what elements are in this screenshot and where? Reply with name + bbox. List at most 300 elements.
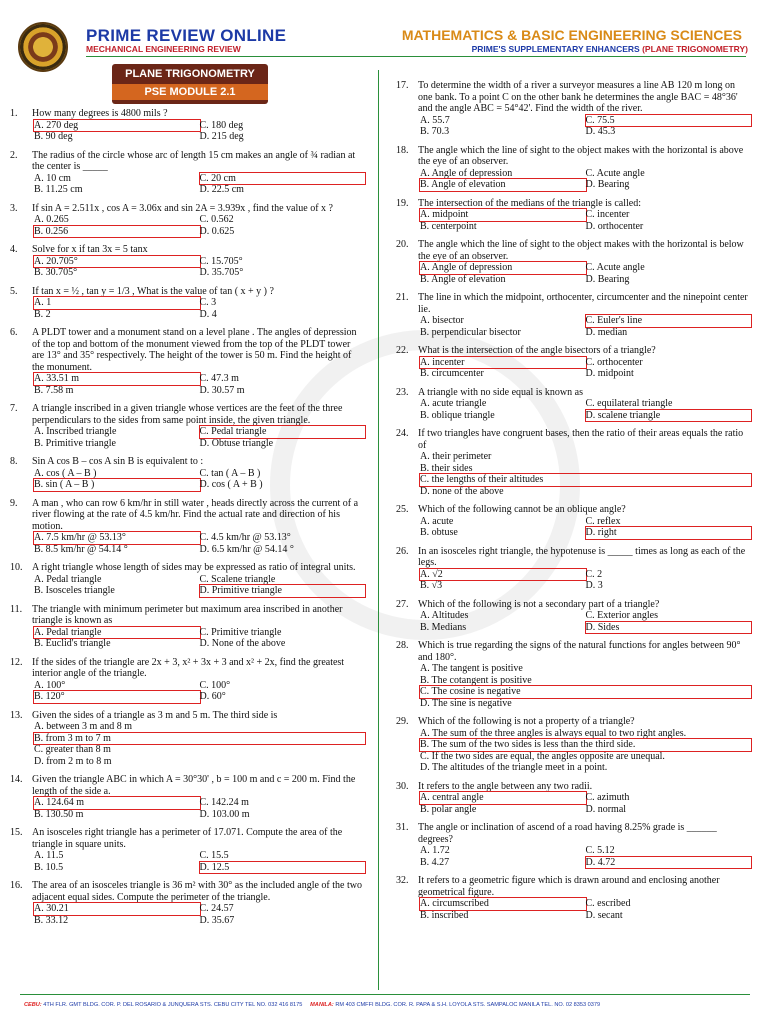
answer-options	[396, 845, 751, 868]
question-header	[396, 292, 751, 315]
question-number: 15.	[10, 827, 23, 838]
question-item	[10, 108, 365, 143]
answer-option: B. their sides	[420, 462, 473, 474]
header-divider	[86, 56, 746, 57]
answer-option: A. circumscribed	[420, 898, 586, 910]
question-header	[10, 827, 365, 850]
answer-option: B. 130.50 m	[34, 808, 84, 820]
answer-option: C. 24.57	[199, 903, 234, 914]
question-header	[396, 428, 751, 451]
answer-option: D. secant	[585, 909, 623, 921]
answer-option: A. The sum of the three angles is always equal to two right angles.	[420, 727, 687, 739]
answer-options	[10, 120, 365, 143]
question-item	[396, 145, 751, 191]
question-item	[10, 286, 365, 321]
question-header	[396, 546, 751, 569]
question-stem: A PLDT tower and a monument stand on a level plane . The angles of depression of the top and bottom of the monument viewed from the top of the PLDT tower are 13° and 35° respectively. The height of the tower is 50 m. Find the height of the monument.	[32, 327, 357, 373]
answer-option: C. Acute angle	[585, 262, 645, 273]
question-number: 8.	[10, 456, 18, 467]
answer-option: A. The tangent is positive	[420, 663, 523, 674]
answer-option: C. Exterior angles	[585, 610, 658, 621]
question-number: 22.	[396, 345, 409, 356]
question-header	[396, 239, 751, 262]
question-header	[396, 599, 751, 611]
answer-option: C. 100°	[199, 679, 231, 691]
question-header	[396, 387, 751, 399]
question-item	[10, 456, 365, 491]
answer-option: C. 47.3 m	[199, 373, 239, 384]
answer-option: D. 4	[199, 308, 217, 320]
answer-option: B. sin ( A – B )	[34, 479, 200, 491]
answer-option: D. 30.57 m	[199, 384, 245, 396]
answer-option: D. from 2 m to 8 m	[34, 755, 112, 767]
answer-options	[10, 680, 365, 703]
answer-options	[396, 792, 751, 815]
question-number: 13.	[10, 709, 23, 721]
answer-options	[10, 373, 365, 396]
answer-options	[10, 797, 365, 820]
question-number: 20.	[396, 239, 409, 250]
department-title: MATHEMATICS & BASIC ENGINEERING SCIENCES	[401, 27, 742, 43]
question-item	[10, 498, 365, 556]
question-stem: What is the intersection of the angle bisectors of a triangle?	[418, 345, 656, 356]
answer-option: B. 30.705°	[34, 267, 78, 278]
question-stem: Which is true regarding the signs of the natural functions for angles between 90° and 180°.	[418, 640, 741, 663]
question-stem: It refers to a geometric figure which is drawn around and enclosing another geometrical figure.	[418, 875, 720, 898]
question-header	[10, 150, 365, 173]
question-number: 24.	[396, 428, 409, 439]
question-item	[10, 244, 365, 279]
answer-option: D. right	[586, 527, 752, 539]
answer-option: D. Bearing	[585, 273, 630, 285]
answer-options	[396, 728, 751, 774]
answer-option: D. 215 deg	[199, 131, 244, 142]
page-footer	[0, 994, 768, 1024]
answer-option: B. Angle of elevation	[420, 179, 586, 191]
question-stem: Given the triangle ABC in which A = 30°30' , b = 100 m and c = 200 m. Find the length of the side a.	[32, 774, 356, 797]
answer-option: B. 90 deg	[34, 131, 73, 142]
answer-option: B. 11.25 cm	[34, 184, 83, 195]
answer-option: C. azimuth	[585, 792, 630, 803]
question-number: 7.	[10, 403, 18, 414]
answer-option: C. escribed	[585, 898, 631, 909]
question-item	[396, 80, 751, 138]
answer-option: A. Altitudes	[420, 610, 469, 621]
answer-option: D. Obtuse triangle	[199, 437, 274, 449]
answer-option: A. acute triangle	[420, 398, 487, 409]
answer-option: D. 3	[585, 580, 603, 591]
answer-option: A. 0.265	[34, 214, 69, 225]
question-header	[10, 562, 365, 574]
answer-option: A. Angle of depression	[420, 167, 513, 179]
answer-option: D. scalene triangle	[586, 410, 752, 422]
question-number: 30.	[396, 780, 409, 792]
answer-option: D. 12.5	[200, 862, 366, 874]
answer-option: C. 3	[199, 297, 217, 308]
answer-options	[396, 516, 751, 539]
question-header	[10, 286, 365, 298]
answer-option: D. median	[585, 326, 628, 338]
answer-option: C. reflex	[585, 515, 621, 527]
question-item	[10, 150, 365, 196]
question-stem: It refers to the angle between any two radii.	[418, 780, 593, 792]
answer-option: D. 4.72	[586, 857, 752, 869]
question-stem: To determine the width of a river a surveyor measures a line AB 120 m long on one bank. To a point C on the other bank he determines the angle BAC = 48°36' and the angle ABC = 54°42'. Find the width of the river.	[418, 80, 738, 114]
question-stem: A man , who can row 6 km/hr in still water , heads directly across the current of a river flowing at the rate of 4.5 km/hr. Find the actual rate and direction of his motion.	[32, 497, 359, 532]
answer-options	[396, 898, 751, 921]
answer-option: D. 60°	[199, 691, 226, 702]
question-header	[10, 327, 365, 373]
answer-option: C. Scalene triangle	[199, 573, 276, 585]
answer-option: A. Pedal triangle	[34, 627, 200, 639]
question-item	[396, 345, 751, 380]
answer-option: B. Medians	[420, 621, 467, 633]
answer-option: B. 7.58 m	[34, 384, 74, 396]
question-stem: Given the sides of a triangle as 3 m and 5 m. The third side is	[32, 709, 278, 721]
answer-option: A. Angle of depression	[420, 262, 586, 274]
answer-option: A. 1.72	[420, 845, 450, 856]
question-item	[10, 880, 365, 926]
answer-option: A. 270 deg	[34, 120, 200, 132]
answer-option: C. orthocenter	[585, 356, 643, 368]
questions-right-column	[396, 80, 751, 928]
question-stem: If tan x = ½ , tan y = 1/3 , What is the value of tan ( x + y ) ?	[32, 285, 274, 297]
answer-option: D. none of the above	[420, 485, 504, 497]
dept-sub-text: PRIME'S SUPPLEMENTARY ENHANCERS	[471, 44, 640, 54]
module-title: PLANE TRIGONOMETRY	[125, 68, 255, 80]
answer-options	[396, 315, 751, 338]
answer-option: D. normal	[585, 803, 627, 815]
question-header	[10, 657, 365, 680]
question-stem: The angle or inclination of ascend of a road having 8.25% grade is ______ degrees?	[418, 822, 717, 845]
answer-options	[396, 209, 751, 232]
answer-option: D. 103.00 m	[199, 808, 250, 820]
question-header	[10, 403, 365, 426]
answer-option: C. the lengths of their altitudes	[420, 474, 751, 486]
brand-title: PRIME REVIEW ONLINE	[86, 26, 287, 45]
question-item	[396, 599, 751, 634]
question-number: 26.	[396, 545, 409, 557]
answer-option: B. The sum of the two sides is less than the third side.	[420, 739, 751, 751]
answer-option: C. 142.24 m	[199, 797, 249, 808]
question-stem: An isosceles right triangle has a perimeter of 17.071. Compute the area of the triangle in square units.	[32, 827, 343, 850]
answer-option: B. inscribed	[420, 909, 469, 921]
question-header	[10, 456, 365, 468]
answer-option: A. 124.64 m	[34, 797, 200, 809]
answer-option: B. polar angle	[420, 803, 477, 815]
question-item	[10, 657, 365, 703]
question-item	[396, 640, 751, 709]
answer-option: B. from 3 m to 7 m	[34, 733, 365, 745]
question-number: 3.	[10, 202, 18, 214]
question-number: 25.	[396, 504, 409, 515]
answer-option: C. Primitive triangle	[199, 626, 282, 638]
question-stem: If the sides of the triangle are 2x + 3, x² + 3x + 3 and x² + 2x, find the greatest interior angle of the triangle.	[32, 656, 345, 679]
question-number: 28.	[396, 640, 409, 651]
answer-option: C. 2	[585, 568, 603, 580]
answer-options	[396, 357, 751, 380]
question-header	[396, 781, 751, 793]
question-header	[396, 875, 751, 898]
answer-option: B. circumcenter	[420, 368, 484, 379]
question-stem: Which of the following cannot be an oblique angle?	[418, 504, 626, 515]
answer-option: D. 35.67	[199, 914, 235, 926]
answer-option: B. Isosceles triangle	[34, 585, 115, 596]
answer-option: C. Acute angle	[585, 167, 645, 179]
answer-option: C. tan ( A – B )	[199, 467, 261, 479]
answer-option: C. 15.5	[199, 850, 229, 861]
question-stem: The area of an isosceles triangle is 36 m² with 30° as the included angle of the two adjacent equal sides. Compute the perimeter of the triangle.	[32, 880, 362, 903]
answer-options	[10, 426, 365, 449]
school-logo	[18, 22, 68, 72]
answer-option: B. 120°	[34, 691, 200, 703]
answer-option: C. equilateral triangle	[585, 398, 673, 409]
question-stem: The angle which the line of sight to the object makes with the horizontal is above the eye of an observer.	[418, 144, 744, 167]
answer-options	[10, 627, 365, 650]
answer-option: A. 11.5	[34, 850, 64, 861]
answer-option: A. 10 cm	[34, 172, 71, 184]
answer-option: B. 70.3	[420, 126, 450, 137]
question-item	[10, 827, 365, 873]
answer-option: C. 75.5	[586, 115, 752, 127]
question-number: 27.	[396, 598, 409, 610]
question-header	[10, 710, 365, 722]
question-stem: Sin A cos B – cos A sin B is equivalent to :	[32, 456, 204, 467]
answer-option: D. None of the above	[199, 638, 286, 649]
answer-option: B. 4.27	[420, 856, 450, 868]
question-header	[10, 880, 365, 903]
answer-option: C. Pedal triangle	[200, 426, 366, 438]
answer-option: A. cos ( A – B )	[34, 467, 97, 479]
answer-option: A. 7.5 km/hr @ 53.13°	[34, 532, 200, 544]
question-item	[396, 239, 751, 285]
answer-option: A. bisector	[420, 315, 464, 326]
question-stem: The angle which the line of sight to the object makes with the horizontal is below the eye of an observer.	[418, 239, 744, 262]
answer-option: A. acute	[420, 515, 454, 527]
answer-options	[396, 569, 751, 592]
question-header	[396, 640, 751, 663]
answer-option: C. greater than 8 m	[34, 744, 111, 755]
answer-option: D. midpoint	[585, 368, 634, 379]
question-item	[10, 710, 365, 768]
question-number: 10.	[10, 562, 23, 573]
question-number: 14.	[10, 774, 23, 785]
answer-option: B. oblique triangle	[420, 409, 495, 421]
question-header	[396, 716, 751, 728]
question-number: 19.	[396, 197, 409, 209]
answer-options	[10, 850, 365, 873]
question-item	[10, 203, 365, 238]
answer-option: A. √2	[420, 569, 586, 581]
question-stem: A right triangle whose length of sides may be expressed as ratio of integral units.	[32, 562, 356, 573]
answer-option: A. 33.51 m	[34, 373, 200, 385]
question-header	[396, 345, 751, 357]
answer-option: B. Primitive triangle	[34, 437, 116, 449]
answer-option: D. orthocenter	[585, 220, 644, 232]
answer-option: A. 100°	[34, 679, 66, 691]
question-header	[396, 822, 751, 845]
question-number: 18.	[396, 144, 409, 156]
question-number: 9.	[10, 497, 18, 509]
question-item	[10, 774, 365, 820]
answer-option: B. 8.5 km/hr @ 54.14 °	[34, 543, 128, 555]
answer-option: C. 5.12	[585, 845, 615, 856]
question-header	[396, 198, 751, 210]
question-item	[10, 327, 365, 396]
question-stem: The triangle with minimum perimeter but maximum area inscribed in another triangle is known as	[32, 603, 343, 626]
answer-option: D. Sides	[586, 622, 752, 634]
footer-cebu-label: CEBU:	[24, 1002, 42, 1008]
question-number: 2.	[10, 149, 18, 161]
answer-option: A. their perimeter	[420, 451, 492, 462]
answer-options	[396, 115, 751, 138]
answer-option: C. 0.562	[199, 214, 234, 225]
question-header	[10, 108, 365, 120]
question-header	[396, 145, 751, 168]
question-item	[396, 428, 751, 497]
answer-options	[396, 451, 751, 497]
question-number: 6.	[10, 327, 18, 338]
question-number: 4.	[10, 244, 18, 255]
answer-options	[10, 256, 365, 279]
answer-option: D. The altitudes of the triangle meet in a point.	[420, 762, 608, 773]
answer-option: A. incenter	[420, 357, 586, 369]
answer-option: B. √3	[420, 580, 443, 591]
question-stem: The line in which the midpoint, orthocenter, circumcenter and the ninepoint center lie.	[418, 292, 748, 315]
answer-options	[10, 903, 365, 926]
question-item	[10, 604, 365, 650]
question-item	[10, 403, 365, 449]
module-number: PSE MODULE 2.1	[112, 84, 268, 100]
footer-manila-address: RM 403 CMFFI BLDG. COR. R. PAPA & S.H. LOYOLA STS. SAMPALOC MANILA TEL. NO. 02 8353 0379	[335, 1002, 601, 1008]
answer-option: C. 15.705°	[199, 255, 243, 267]
answer-options	[396, 168, 751, 191]
question-stem: Which of the following is not a property of a triangle?	[418, 716, 635, 727]
answer-options	[10, 297, 365, 320]
answer-option: C. If the two sides are equal, the angles opposite are unequal.	[420, 750, 665, 762]
question-number: 11.	[10, 603, 23, 615]
question-number: 16.	[10, 880, 23, 891]
answer-option: A. 55.7	[420, 114, 450, 126]
answer-options	[10, 532, 365, 555]
module-title-box	[112, 64, 268, 104]
answer-option: A. 1	[34, 297, 200, 309]
question-number: 17.	[396, 80, 409, 91]
answer-option: B. perpendicular bisector	[420, 326, 521, 338]
question-stem: In an isosceles right triangle, the hypotenuse is _____ times as long as each of the legs.	[418, 545, 746, 568]
answer-option: D. The sine is negative	[420, 697, 512, 709]
question-item	[396, 716, 751, 774]
answer-options	[10, 173, 365, 196]
answer-option: D. 6.5 km/hr @ 54.14 °	[199, 543, 294, 555]
question-item	[396, 546, 751, 592]
question-item	[10, 562, 365, 597]
question-stem: Which of the following is not a secondary part of a triangle?	[418, 598, 660, 610]
answer-option: C. 180 deg	[199, 119, 244, 131]
answer-option: A. between 3 m and 8 m	[34, 721, 133, 732]
dept-sub-tag: (PLANE TRIGONOMETRY)	[642, 44, 748, 54]
questions-left-column	[10, 108, 365, 933]
question-number: 31.	[396, 822, 409, 833]
question-header	[396, 80, 751, 115]
question-header	[10, 604, 365, 627]
question-header	[396, 504, 751, 516]
answer-option: A. Pedal triangle	[34, 573, 102, 585]
answer-option: B. 33.12	[34, 914, 69, 926]
question-number: 29.	[396, 716, 409, 727]
question-header	[10, 203, 365, 215]
question-header	[10, 498, 365, 533]
answer-option: D. 0.625	[199, 225, 235, 237]
answer-option: B. 10.5	[34, 861, 64, 873]
answer-option: B. 2	[34, 308, 51, 320]
question-stem: The intersection of the medians of the triangle is called:	[418, 197, 641, 209]
answer-options	[10, 214, 365, 237]
answer-option: D. 45.3	[585, 126, 616, 137]
page-header	[0, 0, 768, 62]
answer-options	[10, 721, 365, 767]
answer-options	[396, 610, 751, 633]
question-number: 1.	[10, 108, 18, 119]
question-stem: Solve for x if tan 3x = 5 tanx	[32, 244, 148, 255]
question-item	[396, 292, 751, 338]
department-subtitle	[472, 44, 748, 54]
question-number: 12.	[10, 656, 23, 668]
question-stem: A triangle inscribed in a given triangle whose vertices are the feet of the three perpendiculars to the sides from same point inside, the given triangle.	[32, 403, 343, 426]
answer-option: D. Bearing	[585, 179, 630, 190]
answer-option: D. cos ( A + B )	[199, 479, 263, 490]
question-stem: If sin A = 2.511x , cos A = 3.06x and sin 2A = 3.939x , find the value of x ?	[32, 202, 333, 214]
answer-options	[396, 398, 751, 421]
answer-option: A. 20.705°	[34, 256, 200, 268]
footer-addresses	[24, 1002, 754, 1008]
question-stem: A triangle with no side equal is known as	[418, 386, 583, 398]
question-item	[396, 387, 751, 422]
answer-option: B. 0.256	[34, 226, 200, 238]
question-item	[396, 504, 751, 539]
answer-option: A. central angle	[420, 792, 586, 804]
question-stem: If two triangles have congruent bases, then the ratio of their areas equals the ratio of	[418, 428, 744, 451]
answer-options	[396, 663, 751, 709]
answer-option: D. Primitive triangle	[200, 585, 366, 597]
answer-option: D. 35.705°	[199, 267, 244, 278]
question-number: 23.	[396, 386, 409, 398]
question-number: 32.	[396, 875, 409, 886]
footer-manila-label: MANILA:	[310, 1002, 334, 1008]
footer-cebu-address: 4TH FLR. GMT BLDG. COR. P. DEL ROSARIO & JUNQUERA STS. CEBU CITY TEL NO. 032 416 8175	[43, 1002, 303, 1008]
answer-options	[10, 468, 365, 491]
answer-option: B. centerpoint	[420, 220, 477, 232]
answer-option: C. The cosine is negative	[420, 686, 751, 698]
answer-option: D. 22.5 cm	[199, 184, 244, 195]
question-item	[396, 781, 751, 816]
question-item	[396, 822, 751, 868]
question-item	[396, 875, 751, 921]
question-header	[10, 774, 365, 797]
brand-subtitle: MECHANICAL ENGINEERING REVIEW	[86, 44, 241, 54]
answer-options	[396, 262, 751, 285]
answer-option: C. 20 cm	[200, 173, 366, 185]
answer-options	[10, 574, 365, 597]
answer-option: B. Euclid's triangle	[34, 638, 111, 649]
answer-option: A. midpoint	[420, 209, 586, 221]
question-number: 21.	[396, 292, 409, 303]
question-stem: How many degrees is 4800 mils ?	[32, 108, 168, 119]
answer-option: B. The cotangent is positive	[420, 674, 532, 686]
answer-option: C. Euler's line	[586, 315, 752, 327]
answer-option: A. Inscribed triangle	[34, 426, 117, 437]
answer-option: C. incenter	[585, 209, 630, 220]
